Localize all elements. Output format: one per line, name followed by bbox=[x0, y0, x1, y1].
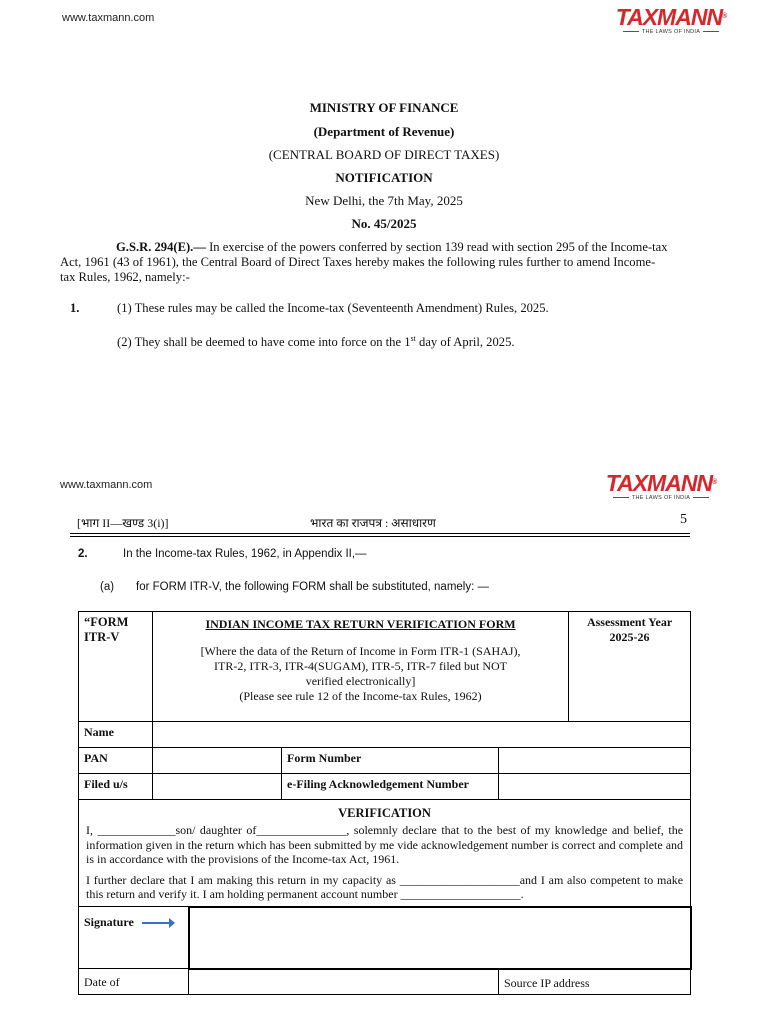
assessment-year-value: 2025-26 bbox=[609, 630, 650, 644]
rule-1-2 bbox=[117, 331, 515, 350]
rule-1-1: (1) These rules may be called the Income-tax (Seventeenth Amendment) Rules, 2025. bbox=[117, 301, 549, 315]
logo-tagline-2: THE LAWS OF INDIA bbox=[602, 494, 720, 502]
logo-reg-2: ® bbox=[712, 479, 717, 486]
itr-v-form bbox=[78, 611, 692, 995]
gazette-part: [भाग II—खण्ड 3(i)] bbox=[77, 516, 169, 530]
verification-paragraph-1: I, _____________son/ daughter of_______________, solemnly declare that to the best of my knowledge and belief, the information given in the return which has been submitted by me vide acknowledgement number is correct and complete and is in accordance with the provisions of the Income-tax Act, 1961. bbox=[86, 823, 684, 866]
logo-brand: TAXMANN bbox=[615, 4, 723, 30]
form-label-cell bbox=[79, 612, 153, 722]
form-subtitle-4: (Please see rule 12 of the Income-tax Rules, 1962) bbox=[239, 689, 482, 703]
signature-box[interactable] bbox=[189, 907, 691, 969]
logo-tagline: THE LAWS OF INDIA bbox=[612, 28, 730, 36]
gsr-label: G.S.R. 294(E).— bbox=[116, 240, 206, 254]
rule-2-number: 2. bbox=[78, 548, 88, 560]
pan-label: PAN bbox=[79, 748, 153, 774]
date-label: Date of bbox=[79, 969, 189, 995]
date-field[interactable] bbox=[189, 969, 499, 995]
form-number-field[interactable] bbox=[499, 748, 691, 774]
page-number: 5 bbox=[680, 512, 687, 527]
gsr-line-1: In exercise of the powers conferred by section 139 read with section 295 of the Income-tax bbox=[205, 240, 668, 254]
logo-brand-2: TAXMANN bbox=[605, 470, 713, 496]
rule-2a-text: for FORM ITR-V, the following FORM shall be substituted, namely: — bbox=[136, 581, 490, 593]
site-url-2[interactable]: www.taxmann.com bbox=[60, 479, 153, 491]
gazette-title: भारत का राजपत्र : असाधारण bbox=[310, 516, 436, 530]
signature-label-cell bbox=[79, 907, 189, 969]
verification-title: VERIFICATION bbox=[338, 806, 431, 820]
site-url[interactable]: www.taxmann.com bbox=[62, 12, 155, 24]
notification-number: No. 45/2025 bbox=[351, 216, 417, 231]
rule-1-2-a: (2) They shall be deemed to have come into force on the 1 bbox=[117, 335, 411, 350]
form-title: INDIAN INCOME TAX RETURN VERIFICATION FORM bbox=[205, 617, 516, 631]
assessment-year-cell bbox=[569, 612, 691, 722]
notification-heading: NOTIFICATION bbox=[335, 170, 433, 185]
arrow-right-icon bbox=[142, 922, 170, 924]
filed-us-label: Filed u/s bbox=[79, 774, 153, 800]
ack-number-label: e-Filing Acknowledgement Number bbox=[282, 774, 499, 800]
rule-1-2-b: day of April, 2025. bbox=[415, 335, 515, 350]
rule-1-2-sup: st bbox=[410, 334, 416, 343]
board-heading: (CENTRAL BOARD OF DIRECT TAXES) bbox=[268, 147, 500, 162]
name-field[interactable] bbox=[153, 722, 691, 748]
logo-reg: ® bbox=[722, 13, 727, 20]
source-ip-label: Source IP address bbox=[499, 969, 691, 995]
gsr-line-2: Act, 1961 (43 of 1961), the Central Board of Direct Taxes hereby makes the following rules further to amend Income- bbox=[60, 255, 656, 269]
form-subtitle-1: [Where the data of the Return of Income in Form ITR-1 (SAHAJ), bbox=[200, 644, 521, 658]
header-rule-top bbox=[70, 533, 690, 534]
verification-paragraph-2: I further declare that I am making this return in my capacity as ____________________and I am also competent to make this return and verify it. I am holding permanent account number ____________________. bbox=[86, 872, 684, 901]
form-subtitle-2: ITR-2, ITR-3, ITR-4(SUGAM), ITR-5, ITR-7 filed but NOT bbox=[214, 659, 507, 673]
gsr-paragraph bbox=[60, 240, 710, 285]
taxmann-logo bbox=[612, 6, 730, 36]
form-subtitle-3: verified electronically] bbox=[305, 674, 416, 688]
verification-cell bbox=[79, 800, 691, 907]
department-heading: (Department of Revenue) bbox=[313, 124, 455, 139]
gsr-line-3: tax Rules, 1962, namely:- bbox=[60, 270, 190, 284]
filed-us-field[interactable] bbox=[153, 774, 282, 800]
rule-1-number: 1. bbox=[70, 301, 80, 315]
assessment-year-label: Assessment Year bbox=[586, 615, 673, 629]
pan-field[interactable] bbox=[153, 748, 282, 774]
form-label-1: “FORM bbox=[84, 615, 129, 629]
rule-2-text: In the Income-tax Rules, 1962, in Appendix II,— bbox=[123, 548, 367, 560]
rule-2a-number: (a) bbox=[100, 581, 115, 593]
taxmann-logo-2 bbox=[602, 472, 720, 502]
ack-number-field[interactable] bbox=[499, 774, 691, 800]
form-title-cell bbox=[153, 612, 569, 722]
ministry-heading: MINISTRY OF FINANCE bbox=[309, 100, 459, 115]
signature-label: Signature bbox=[84, 915, 134, 929]
form-label-2: ITR-V bbox=[84, 630, 120, 644]
header-rule-bottom bbox=[70, 536, 690, 537]
name-label: Name bbox=[79, 722, 153, 748]
form-number-label: Form Number bbox=[282, 748, 499, 774]
place-date: New Delhi, the 7th May, 2025 bbox=[305, 193, 463, 208]
